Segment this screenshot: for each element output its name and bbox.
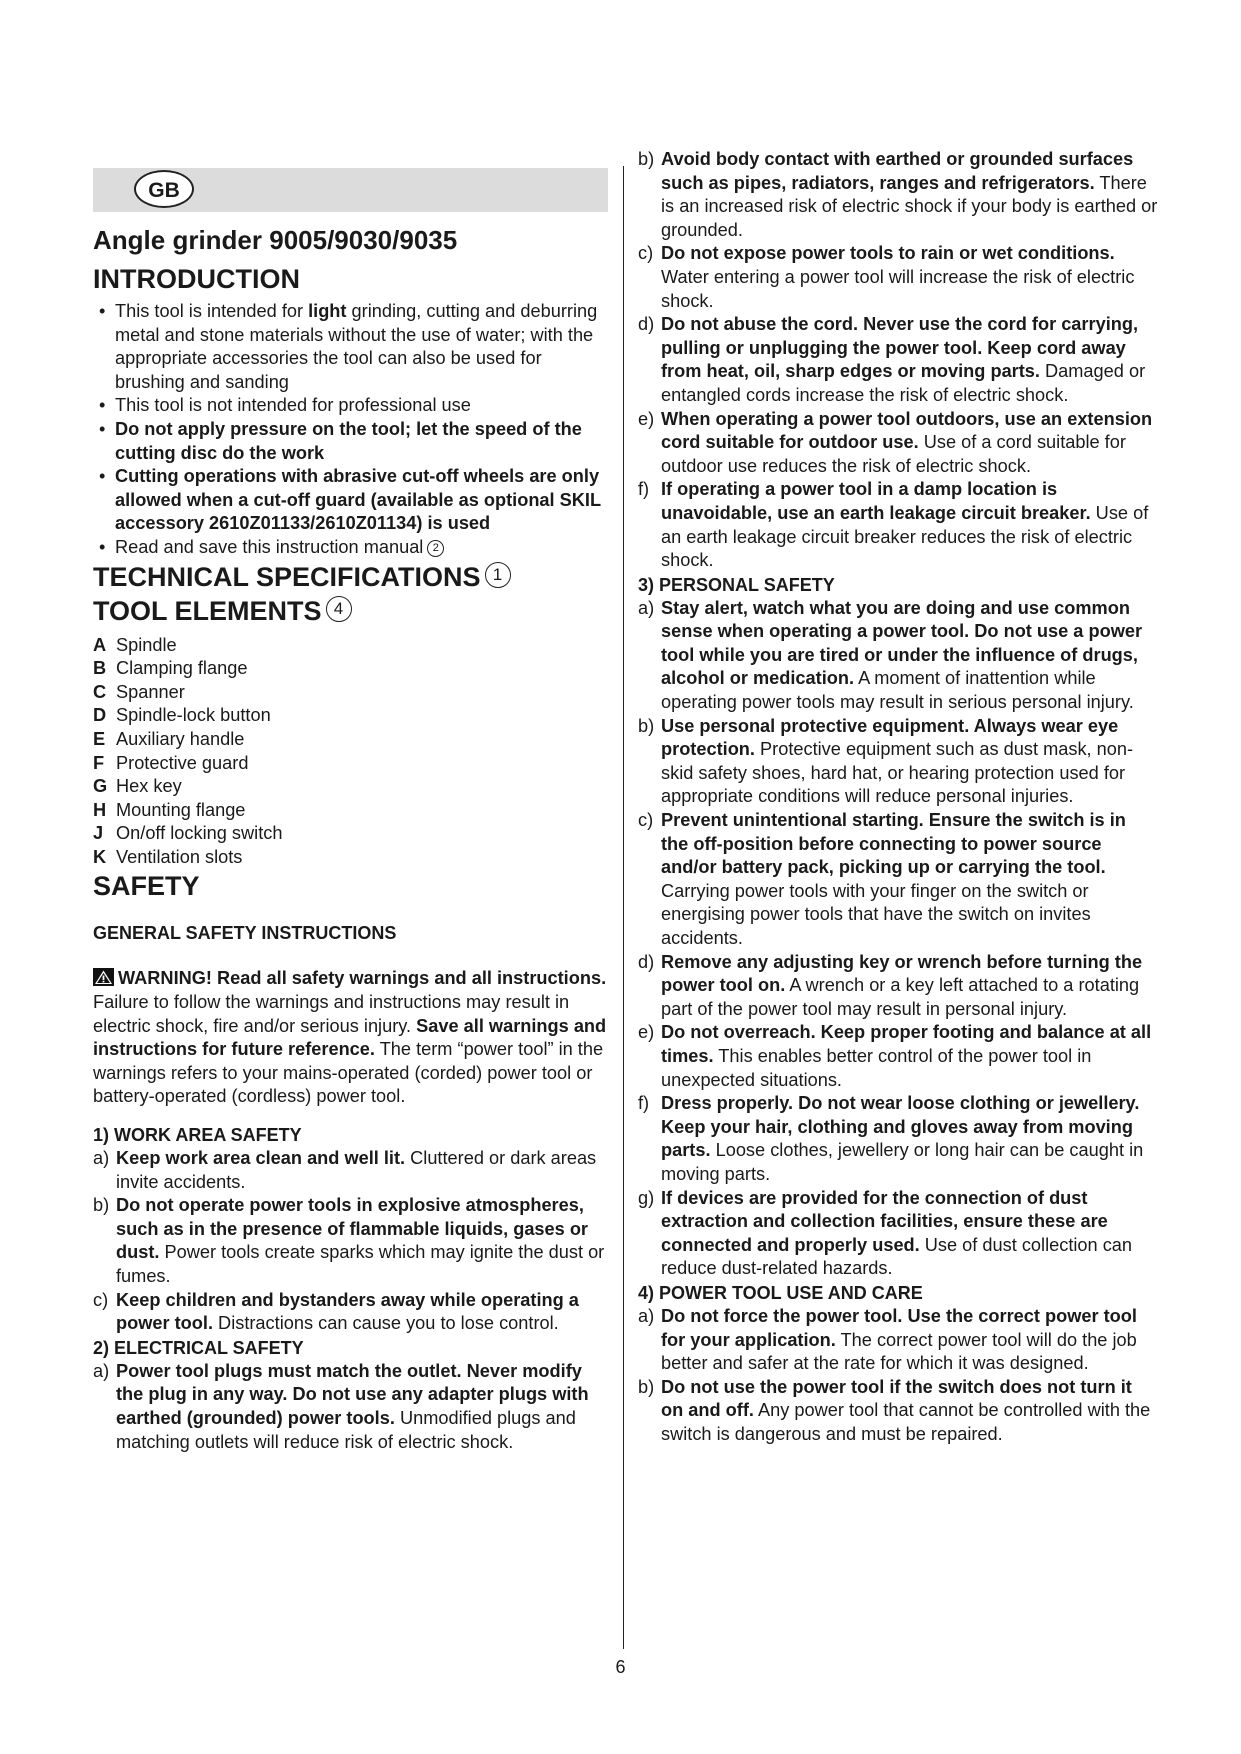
safety-item: a) Do not force the power tool. Use the correct power tool for your application. The correct power tool will do the job better and safer at the rate for which it was designed. <box>638 1305 1137 1374</box>
work-area-heading: 1) WORK AREA SAFETY <box>93 1125 302 1146</box>
warning-icon <box>93 968 114 986</box>
figure-ref-icon: 4 <box>326 596 352 622</box>
left-column <box>93 168 608 1454</box>
figure-ref-icon: 1 <box>485 562 511 588</box>
figure-ref-icon: 2 <box>427 540 444 557</box>
warning-paragraph: WARNING! Read all safety warnings and all instructions. Failure to follow the warnings and instructions may result in electric shock, fire and/or serious injury. Save all warnings and instructions for future reference. The term “power tool” in the warnings refers to your mains-operated (corded) power tool or battery-operated (cordless) power tool. <box>93 968 607 1107</box>
personal-safety-items <box>638 597 1158 1281</box>
tool-element-item: B Clamping flange <box>93 658 248 679</box>
safety-item: c) Do not expose power tools to rain or wet conditions. Water entering a power tool will increase the risk of electric shock. <box>638 243 1135 311</box>
tool-element-item: J On/off locking switch <box>93 823 283 844</box>
tool-element-item: K Ventilation slots <box>93 846 243 867</box>
intro-bullet: • This tool is intended for light grinding, cutting and deburring metal and stone materials without the use of water; with the appropriate accessories the tool can also be used for brushing and sanding <box>93 300 608 394</box>
language-bar <box>93 168 608 212</box>
work-area-items <box>93 1147 608 1336</box>
column-divider <box>623 166 624 1649</box>
safety-item: a) Keep work area clean and well lit. Cluttered or dark areas invite accidents. <box>93 1148 597 1192</box>
safety-item: f) Dress properly. Do not wear loose clothing or jewellery. Keep your hair, clothing and gloves away from moving parts. Loose clothes, jewellery or long hair can be caught in moving parts. <box>638 1093 1144 1184</box>
safety-item: b) Avoid body contact with earthed or grounded surfaces such as pipes, radiators, ranges and refrigerators. There is an increased risk of electric shock if your body is earthed or grounded. <box>638 149 1158 240</box>
tool-elements-list <box>93 634 608 870</box>
electrical-items-right <box>638 148 1158 573</box>
tool-element-item: F Protective guard <box>93 752 249 773</box>
tool-element-item: H Mounting flange <box>93 799 246 820</box>
tool-elements-heading: TOOL ELEMENTS 4 <box>93 594 608 628</box>
safety-item: g) If devices are provided for the connection of dust extraction and collection facilities, ensure these are connected and properly used. Use of dust collection can reduce dust-related hazards. <box>638 1187 1133 1279</box>
intro-bullet-list <box>93 300 608 560</box>
safety-item: b) Do not operate power tools in explosive atmospheres, such as in the presence of flammable liquids, gases or dust. Power tools create sparks which may ignite the dust or fumes. <box>93 1195 605 1286</box>
safety-item: d) Remove any adjusting key or wrench before turning the power tool on. A wrench or a key left attached to a rotating part of the power tool may result in personal injury. <box>638 951 1143 1019</box>
power-tool-heading: 4) POWER TOOL USE AND CARE <box>638 1282 923 1303</box>
safety-item: a) Stay alert, watch what you are doing and use common sense when operating a power tool. Do not use a power tool while you are tired or under the influence of drugs, alcohol or medication. A moment of inattention while operating power tools may result in serious personal injury. <box>638 597 1143 713</box>
page-number: 6 <box>615 1657 626 1677</box>
safety-item: c) Keep children and bystanders away while operating a power tool. Distractions can cause you to lose control. <box>93 1289 579 1334</box>
country-badge: GB <box>134 170 194 208</box>
intro-bullet: • Cutting operations with abrasive cut-off wheels are only allowed when a cut-off guard (available as optional SKIL accessory 2610Z01133/2610Z01134) is used <box>93 465 608 536</box>
tool-element-item: E Auxiliary handle <box>93 728 245 749</box>
personal-safety-heading: 3) PERSONAL SAFETY <box>638 574 835 595</box>
intro-bullet: • This tool is not intended for professional use <box>93 394 608 418</box>
safety-item: b) Do not use the power tool if the switch does not turn it on and off. Any power tool that cannot be controlled with the switch is dangerous and must be repaired. <box>638 1376 1151 1444</box>
right-column <box>638 148 1158 1446</box>
tool-element-item: C Spanner <box>93 681 185 702</box>
safety-item: d) Do not abuse the cord. Never use the cord for carrying, pulling or unplugging the power tool. Keep cord away from heat, oil, sharp edges or moving parts. Damaged or entangled cords increase the risk of electric shock. <box>638 314 1146 405</box>
document-title: Angle grinder 9005/9030/9035 <box>93 225 458 255</box>
general-safety-heading: GENERAL SAFETY INSTRUCTIONS <box>93 923 397 944</box>
intro-bullet: • Read and save this instruction manual 2 <box>93 536 608 560</box>
safety-item: c) Prevent unintentional starting. Ensure the switch is in the off-position before connecting to power source and/or battery pack, picking up or carrying the tool. Carrying power tools with your finger on the switch or energising power tools that have the switch on invites accidents. <box>638 810 1126 948</box>
tech-spec-heading: TECHNICAL SPECIFICATIONS 1 <box>93 560 608 594</box>
tool-element-item: D Spindle-lock button <box>93 705 271 726</box>
safety-item: b) Use personal protective equipment. Always wear eye protection. Protective equipment such as dust mask, non-skid safety shoes, hard hat, or hearing protection used for appropriate conditions will reduce personal injuries. <box>638 715 1134 807</box>
electrical-items-left <box>93 1360 608 1454</box>
safety-item: e) When operating a power tool outdoors, use an extension cord suitable for outdoor use. Use of a cord suitable for outdoor use reduces the risk of electric shock. <box>638 408 1153 476</box>
tool-element-item: A Spindle <box>93 634 177 655</box>
safety-heading: SAFETY <box>93 871 200 902</box>
electrical-heading: 2) ELECTRICAL SAFETY <box>93 1337 304 1358</box>
safety-item: f) If operating a power tool in a damp location is unavoidable, use an earth leakage circuit breaker. Use of an earth leakage circuit breaker reduces the risk of electric shock. <box>638 479 1149 571</box>
intro-bullet: • Do not apply pressure on the tool; let the speed of the cutting disc do the work <box>93 418 608 465</box>
intro-heading: INTRODUCTION <box>93 264 300 294</box>
safety-item: a) Power tool plugs must match the outlet. Never modify the plug in any way. Do not use any adapter plugs with earthed (grounded) power tools. Unmodified plugs and matching outlets will reduce risk of electric shock. <box>93 1360 589 1452</box>
power-tool-items <box>638 1305 1158 1447</box>
safety-item: e) Do not overreach. Keep proper footing and balance at all times. This enables better control of the power tool in unexpected situations. <box>638 1022 1152 1090</box>
tool-element-item: G Hex key <box>93 776 182 797</box>
